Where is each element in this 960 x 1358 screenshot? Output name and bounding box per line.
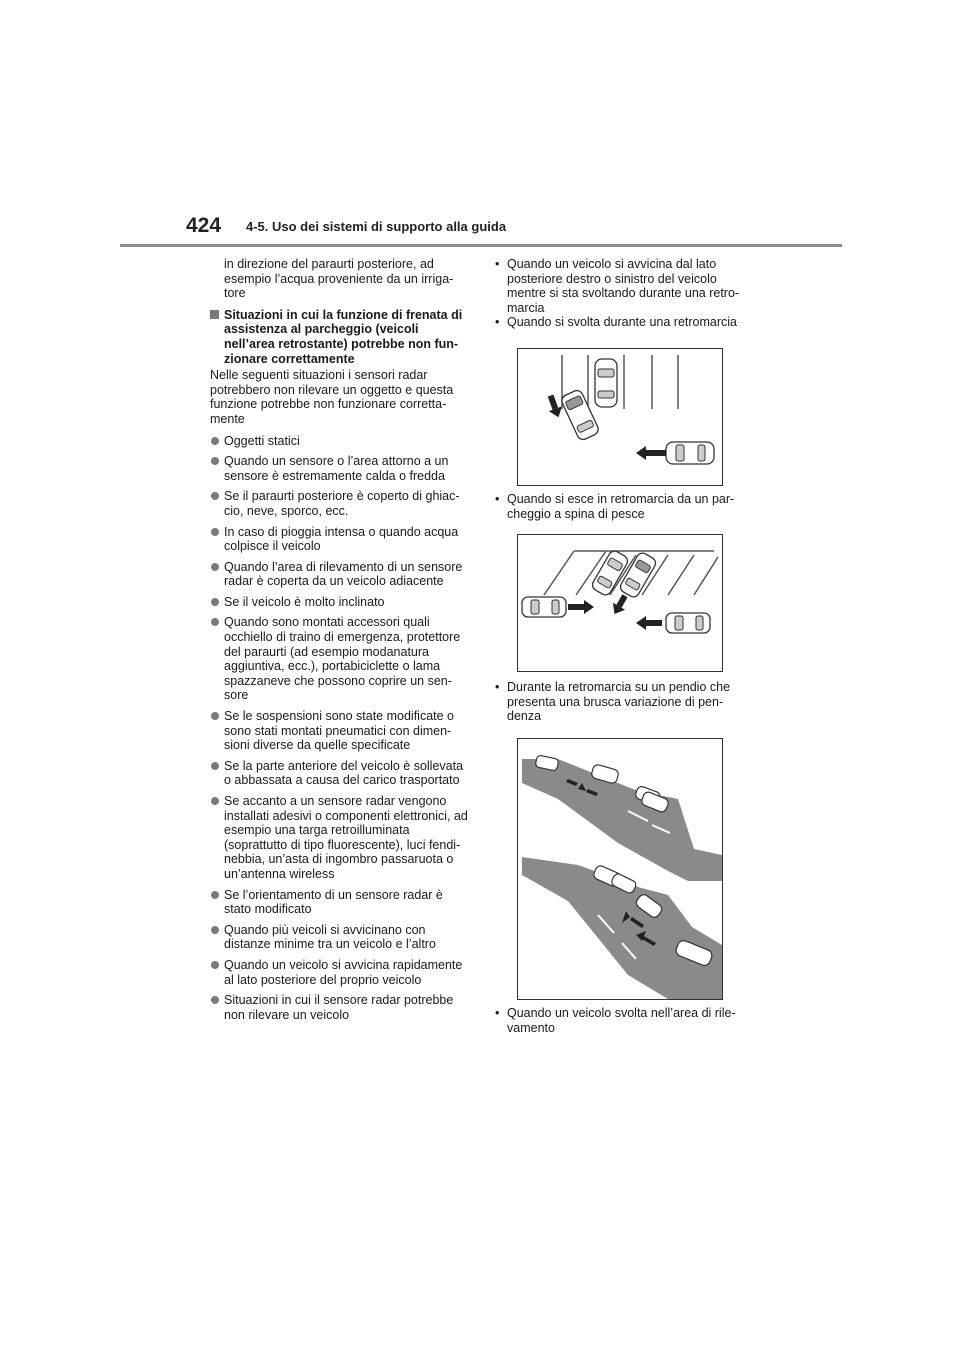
list-item: Situazioni in cui il sensore radar potrebbe non rilevare un veicolo: [210, 993, 468, 1022]
circle-bullet-icon: [211, 762, 219, 770]
body-paragraph: Nelle seguenti situazioni i sensori radar potrebbero non rilevare un oggetto e questa funzione potrebbe non funzionare corretta-mente: [210, 368, 454, 426]
list-item: Se l’orientamento di un sensore radar è stato modificato: [210, 888, 468, 917]
list-item: Se il veicolo è molto inclinato: [210, 595, 468, 610]
list-item: • Durante la retromarcia su un pendio che presenta una brusca variazione di pen-denza: [495, 680, 731, 724]
circle-bullet-icon: [211, 437, 219, 445]
list-item: • Quando si esce in retromarcia da un par-cheggio a spina di pesce: [495, 492, 735, 521]
illustration-herringbone-parking: [518, 535, 722, 671]
right-block-3: [493, 680, 751, 724]
list-item: Quando un sensore o l’area attorno a un sensore è estremamente calda o fredda: [210, 454, 468, 483]
circle-bullet-icon: [211, 492, 219, 500]
list-item: • Quando un veicolo si avvicina dal lato posteriore destro o sinistro del veicolo mentre si sta svoltando durante una retro-marcia: [495, 257, 740, 315]
right-block-2: [493, 492, 751, 521]
circle-bullet-icon: [211, 528, 219, 536]
circle-bullet-icon: [211, 926, 219, 934]
circle-bullet-icon: [211, 996, 219, 1004]
illustration-slope-change: [518, 739, 722, 999]
circle-bullet-icon: [211, 618, 219, 626]
figure-herringbone-parking: [517, 534, 723, 672]
circle-bullet-icon: [211, 457, 219, 465]
circle-bullet-icon: [211, 712, 219, 720]
figure-slope-change: [517, 738, 723, 1000]
list-item: • Quando si svolta durante una retromarcia: [495, 315, 737, 330]
circle-bullet-icon: [211, 598, 219, 606]
illustration-reverse-turn: [518, 349, 722, 485]
list-item: Se accanto a un sensore radar vengono installati adesivi o componenti elettronici, ad esempio una targa retroilluminata (soprattutto di tipo fluorescente), luci fendi-nebbia, un’asta di ingombro passaruota o un’antenna wireless: [210, 794, 468, 882]
section-heading-text: Situazioni in cui la funzione di frenata di assistenza al parcheggio (veicoli nell’area retrostante) potrebbe non fun-zionare correttamente: [224, 307, 463, 366]
right-block-1: [493, 257, 751, 330]
list-item: Se il paraurti posteriore è coperto di ghiac-cio, neve, sporco, ecc.: [210, 489, 468, 518]
section-heading: [210, 308, 468, 366]
page-number: 424: [186, 214, 222, 237]
list-item: Quando sono montati accessori quali occhiello di traino di emergenza, protettore del paraurti (ad esempio modanatura aggiuntiva, ecc.), portabiciclette o lama spazzaneve che possono coprire un sen-sore: [210, 615, 468, 703]
list-item: • Quando un veicolo svolta nell’area di rile-vamento: [495, 1006, 736, 1035]
circle-bullet-icon: [211, 563, 219, 571]
list-item: Oggetti statici: [210, 434, 468, 449]
left-column: [210, 257, 468, 1028]
circle-bullet-icon: [211, 961, 219, 969]
intro-paragraph: in direzione del paraurti posteriore, ad esempio l’acqua proveniente da un irriga-tore: [224, 257, 454, 301]
figure-reverse-turn: [517, 348, 723, 486]
list-item: Quando più veicoli si avvicinano con distanze minime tra un veicolo e l’altro: [210, 923, 468, 952]
list-item: Quando l’area di rilevamento di un sensore radar è coperta da un veicolo adiacente: [210, 560, 468, 589]
right-block-4: [493, 1006, 751, 1035]
circle-bullet-icon: [211, 891, 219, 899]
square-bullet-icon: [210, 310, 219, 319]
list-item: Se le sospensioni sono state modificate o sono stati montati pneumatici con dimen-sioni diverse da quelle specificate: [210, 709, 468, 753]
section-title: 4-5. Uso dei sistemi di supporto alla guida: [246, 219, 507, 234]
list-item: Quando un veicolo si avvicina rapidamente al lato posteriore del proprio veicolo: [210, 958, 468, 987]
circle-bullet-icon: [211, 797, 219, 805]
header-rule: [120, 244, 842, 247]
list-item: In caso di pioggia intensa o quando acqua colpisce il veicolo: [210, 525, 468, 554]
list-item: Se la parte anteriore del veicolo è sollevata o abbassata a causa del carico trasportato: [210, 759, 468, 788]
